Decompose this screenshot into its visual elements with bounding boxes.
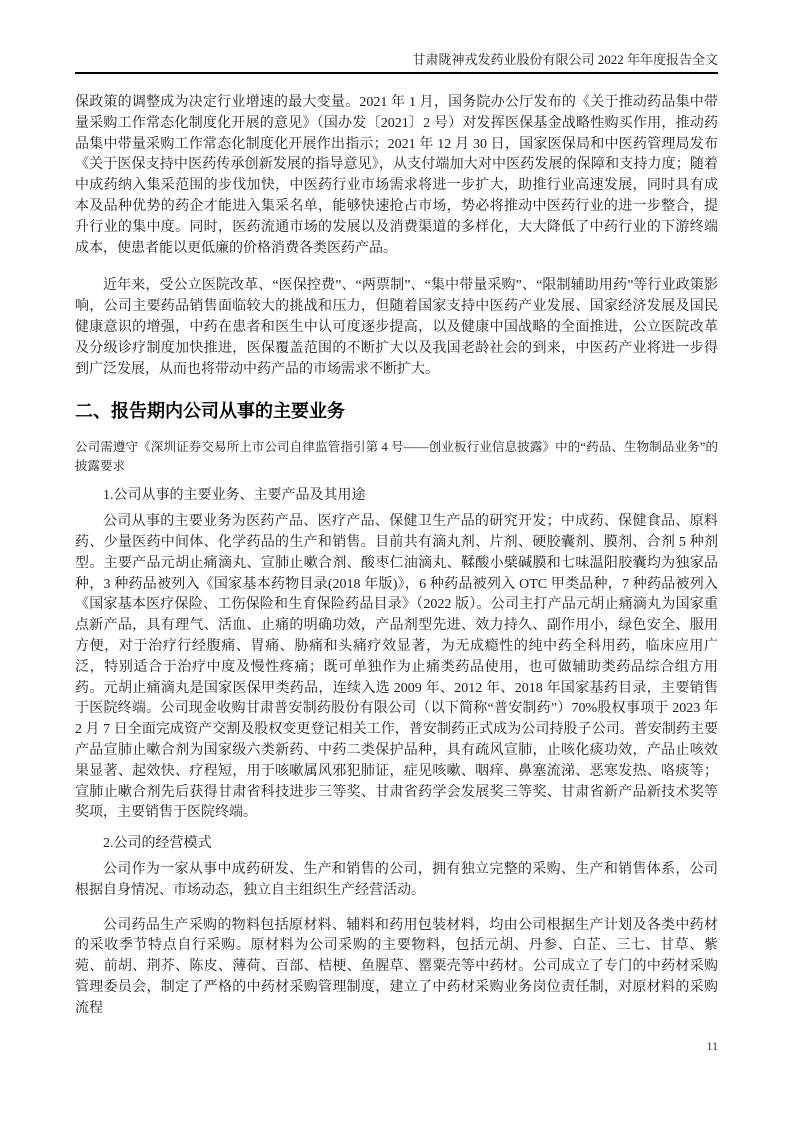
paragraph-industry-trends: 近年来，受公立医院改革、“医保控费”、“两票制”、“集中带量采购”、“限制辅助用药”等行业政策影响，公司主要药品销售面临较大的挑战和压力，但随着国家支持中医药产业发展、国家经济发展及国民健康意识的增强，中药在患者和医生中认可度逐步提高，以及健康中国战略的全面推进，公立医院改革及分级诊疗制度加快推进，医保覆盖范围的不断扩大以及我国老龄社会的到来，中医药产业将进一步得到广泛发展，从而也将带动中药产品的市场需求不断扩大。 <box>75 278 718 377</box>
subsection-2-title: 2.公司的经营模式 <box>103 836 212 852</box>
page-content <box>75 0 718 1019</box>
paragraph-main-business-products: 公司从事的主要业务为医药产品、医疗产品、保健卫生产品的研究开发；中成药、保健食品、原料药、少量医药中间体、化学药品的生产和销售。目前共有滴丸剂、片剂、硬胶囊剂、膜剂、合剂 5 种剂型。主要产品元胡止痛滴丸、宣肺止嗽合剂、酸枣仁油滴丸、鞣酸小檗碱膜和七味温阳胶囊均为独家品种，3 种药品被列入《国家基本药物目录(2018 年版)》，6 种药品被列入 OTC 甲类品种，7 种药品被列入《国家基本医疗保险、工伤保险和生育保险药品目录》（2022 版）。公司主打产品元胡止痛滴丸为国家重点新产品，具有理气、活血、止痛的明确功效，产品剂型先进、效力持久、副作用小，绿色安全、服用方便，对于治疗行经腹痛、胃痛、胁痛和头痛疗效显著，为无成瘾性的纯中药全科用药，临床应用广泛，特别适合于治疗中度及慢性疼痛；既可单独作为止痛类药品使用，也可做辅助类药品综合组方用药。元胡止痛滴丸是国家医保甲类药品，连续入选 2009 年、2012 年、2018 年国家基药目录，主要销售于医院终端。公司现金收购甘肃普安制药股份有限公司（以下简称“普安制药”）70%股权事项于 2023 年 2 月 7 日全面完成资产交割及股权变更登记相关工作，普安制药正式成为公司持股子公司。普安制药主要产品宣肺止嗽合剂为国家级六类新药、中药二类保护品种，具有疏风宣肺，止咳化痰功效，产品止咳效果显著、起效快、疗程短，用于咳嗽属风邪犯肺证，症见咳嗽、咽痒、鼻塞流涕、恶寒发热、咯痰等；宣肺止嗽合剂先后获得甘肃省科技进步三等奖、甘肃省药学会发展奖三等奖、甘肃省新产品新技术奖等奖项，主要销售于医院终端。 <box>75 514 718 821</box>
document-body <box>75 93 718 1019</box>
section-heading-main-business: 二、报告期内公司从事的主要业务 <box>75 401 345 422</box>
page-number: 11 <box>706 1039 718 1053</box>
disclosure-requirement-note: 公司需遵守《深圳证券交易所上市公司自律监管指引第 4 号——创业板行业信息披露》中的“药品、生物制品业务”的披露要求 <box>75 440 718 474</box>
header-title: 甘肃陇神戎发药业股份有限公司 2022 年年度报告全文 <box>412 52 718 67</box>
paragraph-operating-model: 公司作为一家从事中成药研发、生产和销售的公司，拥有独立完整的采购、生产和销售体系，公司根据自身情况、市场动态，独立自主组织生产经营活动。 <box>75 861 718 898</box>
page-header <box>75 0 718 74</box>
page-footer <box>706 1038 718 1054</box>
paragraph-procurement: 公司药品生产采购的物料包括原材料、辅料和药用包装材料，均由公司根据生产计划及各类中药材的采收季节特点自行采购。原材料为公司采购的主要物料，包括元胡、丹参、白芷、三七、甘草、紫菀、前胡、荆芥、陈皮、薄荷、百部、桔梗、鱼腥草、罂粟壳等中药材。公司成立了专门的中药材采购管理委员会，制定了严格的中药材采购管理制度，建立了中药材采购业务岗位责任制，对原材料的采购流程 <box>75 917 718 1016</box>
paragraph-policy-continuation: 保政策的调整成为决定行业增速的最大变量。2021 年 1 月，国务院办公厅发布的《关于推动药品集中带量采购工作常态化制度化开展的意见》（国办发〔2021〕2 号）对发挥医保基金战略性购买作用，推动药品集中带量采购工作常态化制度化开展作出指示；2021 年 12 月 30 日，国家医保局和中医药管理局发布《关于医保支持中医药传承创新发展的指导意见》，从支付端加大对中医药发展的保障和支持力度；随着中成药纳入集采范围的步伐加快，中医药行业市场需求将进一步扩大，助推行业高速发展，同时具有成本及品种优势的药企才能进入集采名单，能够快速抢占市场，势必将推动中医药行业的进一步整合，提升行业的集中度。同时，医药流通市场的发展以及消费渠道的多样化，大大降低了中药行业的下游终端成本，使患者能以更低廉的价格消费各类医药产品。 <box>75 95 718 256</box>
subsection-1-title: 1.公司从事的主要业务、主要产品及其用途 <box>103 488 366 504</box>
